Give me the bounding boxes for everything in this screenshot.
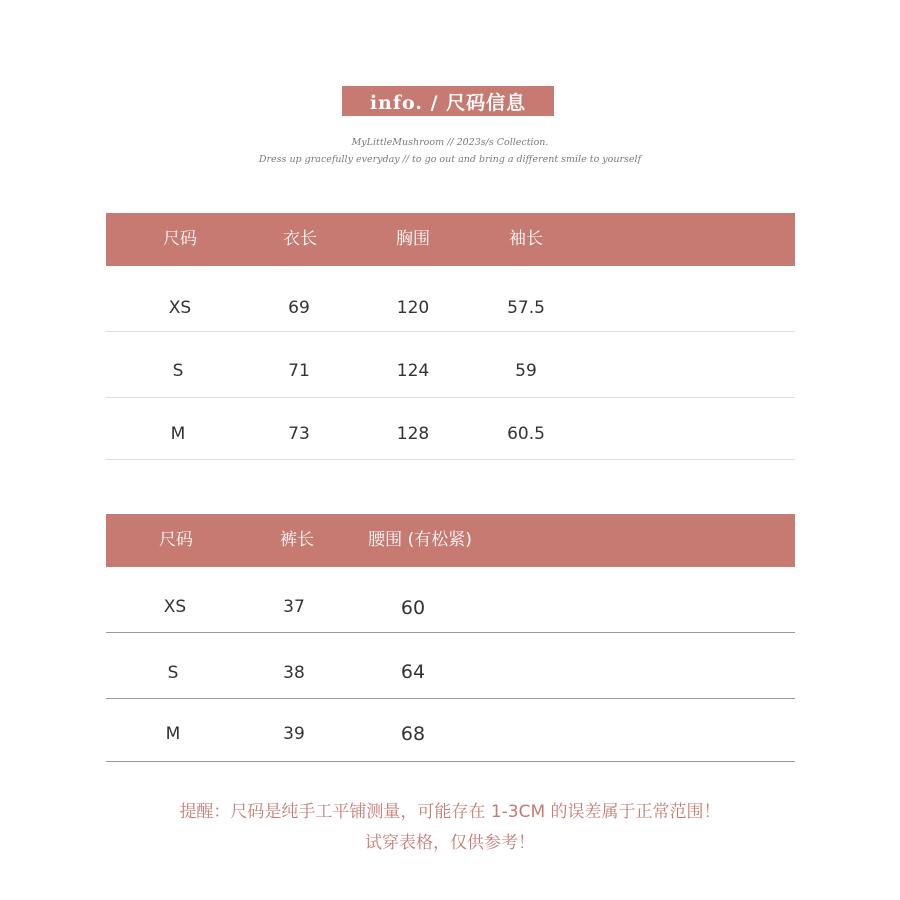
- collection-subtitle: MyLittleMushroom // 2023s/s Collection.: [351, 137, 549, 148]
- table-cell: XS: [163, 597, 187, 617]
- table-row: [106, 699, 795, 762]
- table-cell: 37: [283, 597, 305, 617]
- table-cell: M: [165, 724, 181, 744]
- table-cell: 59: [515, 361, 537, 381]
- tagline-subtitle: Dress up gracefully everyday // to go out and bring a different smile to yourself: [258, 154, 642, 165]
- reference-note: 试穿表格，仅供参考！: [365, 833, 535, 853]
- table-row: [106, 398, 795, 460]
- table-cell: M: [170, 424, 186, 444]
- table-cell: S: [172, 361, 184, 381]
- table-row: [106, 567, 795, 633]
- table-cell: 38: [283, 663, 305, 683]
- table-cell: 71: [288, 361, 310, 381]
- table-cell: 124: [396, 361, 430, 381]
- measurement-note: 提醒：尺码是纯手工平铺测量，可能存在 1-3CM 的误差属于正常范围！: [179, 802, 721, 822]
- table-row: [106, 633, 795, 699]
- table-cell: 64: [400, 661, 426, 683]
- table-cell: 39: [283, 724, 305, 744]
- column-header-sleeve: 袖长: [509, 229, 543, 249]
- table-cell: 69: [288, 298, 310, 318]
- table-header: [106, 213, 795, 266]
- table-cell: 57.5: [507, 298, 545, 318]
- table-cell: 68: [400, 723, 426, 745]
- top-size-table: [106, 213, 795, 460]
- column-header-size: 尺码: [163, 229, 197, 249]
- column-header-length: 衣长: [283, 229, 317, 249]
- column-header-waist: 腰围 (有松紧): [368, 530, 472, 550]
- table-row: [106, 266, 795, 332]
- pants-size-table: [106, 514, 795, 762]
- table-cell: S: [167, 663, 179, 683]
- table-row: [106, 332, 795, 398]
- table-cell: 60: [400, 597, 426, 619]
- column-header-chest: 胸围: [396, 229, 430, 249]
- table-cell: 120: [396, 298, 430, 318]
- column-header-pants-length: 裤长: [280, 530, 314, 550]
- table-cell: 128: [396, 424, 430, 444]
- table-header: [106, 514, 795, 567]
- table-cell: 73: [288, 424, 310, 444]
- column-header-size: 尺码: [159, 530, 193, 550]
- page-title: info. / 尺码信息: [342, 86, 554, 116]
- table-cell: 60.5: [507, 424, 545, 444]
- table-cell: XS: [168, 298, 192, 318]
